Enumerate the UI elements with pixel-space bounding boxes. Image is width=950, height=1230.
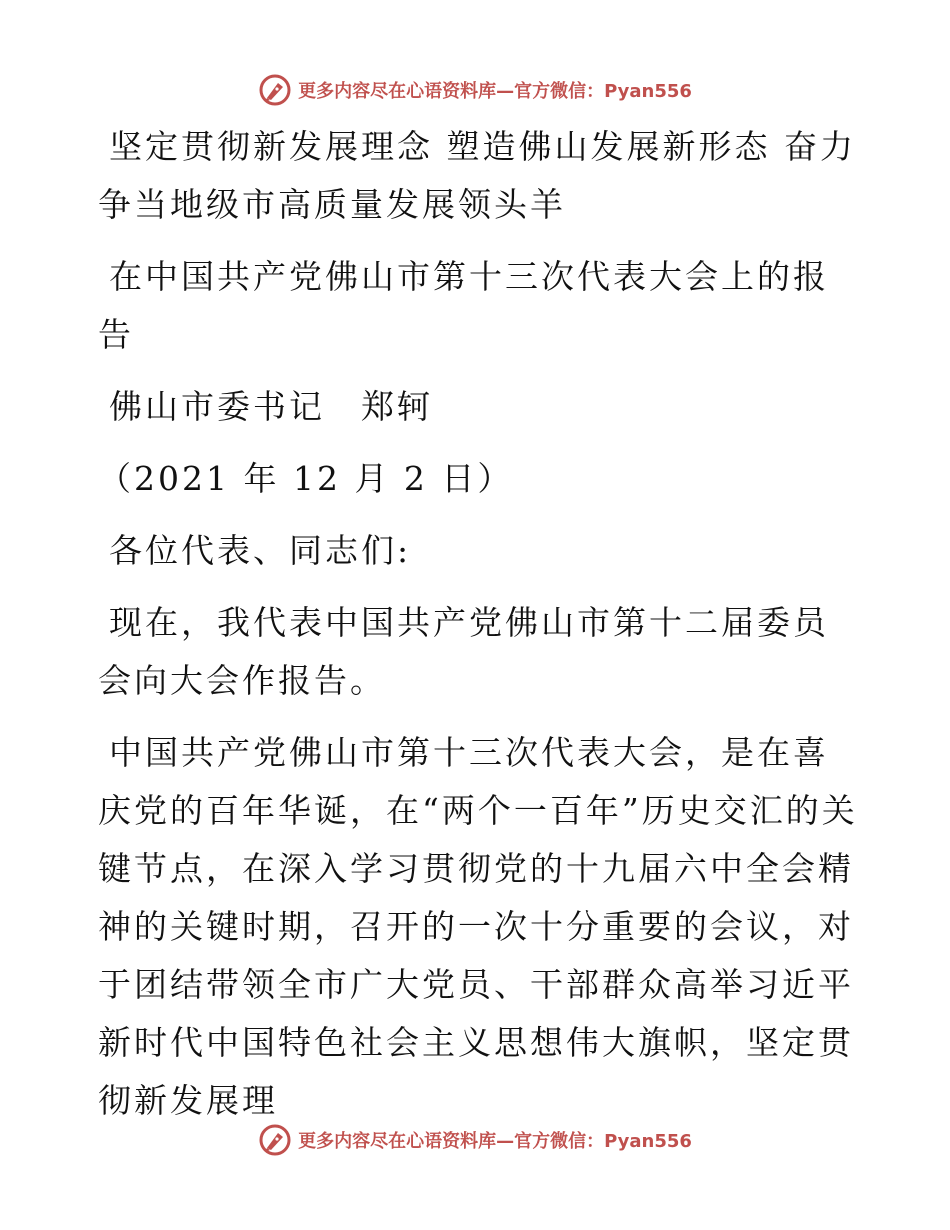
document-salutation: 各位代表、同志们: bbox=[109, 531, 412, 570]
document-subtitle: 在中国共产党佛山市第十三次代表大会上的报告 bbox=[98, 257, 829, 354]
pen-nib-logo-icon bbox=[258, 1123, 292, 1157]
footer-watermark bbox=[0, 1120, 950, 1160]
document-title: 坚定贯彻新发展理念 塑造佛山发展新形态 奋力争当地级市高质量发展领头羊 bbox=[98, 127, 856, 224]
document-author: 佛山市委书记 郑轲 bbox=[109, 387, 433, 426]
document-body bbox=[98, 118, 858, 1130]
watermark-text: 更多内容尽在心语资料库—官方微信：Pyan556 bbox=[298, 81, 692, 102]
pen-nib-logo-icon bbox=[258, 73, 292, 107]
paragraph-2: 中国共产党佛山市第十三次代表大会，是在喜庆党的百年华诞，在“两个一百年”历史交汇的关键节点，在深入学习贯彻党的十九届六中全会精神的关键时期，召开的一次十分重要的会议，对于团结带领全市广大党员、干部群众高举习近平新时代中国特色社会主义思想伟大旗帜，坚定贯彻新发展理 bbox=[98, 733, 858, 1120]
watermark-text: 更多内容尽在心语资料库—官方微信：Pyan556 bbox=[298, 1131, 692, 1152]
header-watermark bbox=[0, 70, 950, 110]
document-date: （2021 年 12 月 2 日） bbox=[98, 459, 514, 498]
paragraph-1: 现在，我代表中国共产党佛山市第十二届委员会向大会作报告。 bbox=[98, 603, 829, 700]
